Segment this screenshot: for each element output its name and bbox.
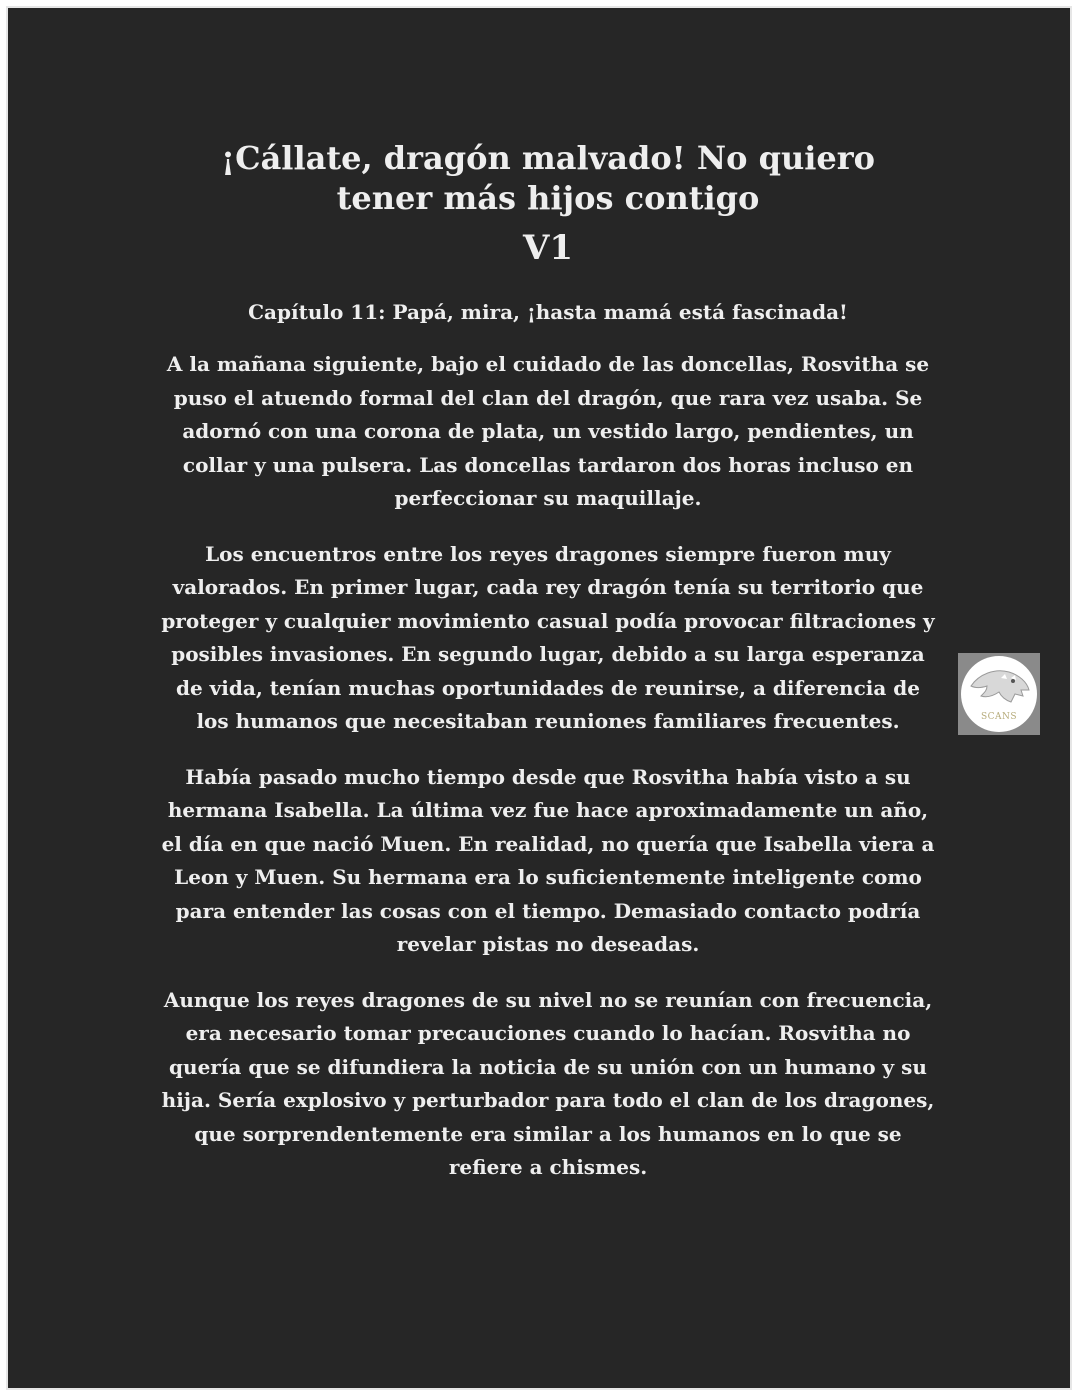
document-page — [6, 6, 1072, 1390]
document-content — [158, 138, 938, 1185]
document-title: ¡Cállate, dragón malvado! No quiero tener más hijos contigo — [221, 139, 875, 217]
paragraph-4: Aunque los reyes dragones de su nivel no se reunían con frecuencia, era necesario tomar precauciones cuando lo hacían. Rosvitha no quería que se difundiera la noticia de su unión con un humano y su hija. Sería explosivo y perturbador para todo el clan de los dragones, que sorprendentemente era similar a los humanos en lo que se refiere a chismes. — [161, 987, 935, 1179]
watermark-label: SCANS — [980, 712, 1018, 722]
paragraph-2: Los encuentros entre los reyes dragones siempre fueron muy valorados. En primer lugar, cada rey dragón tenía su territorio que proteger y cualquier movimiento casual podía provocar filtraciones y posibles invasiones. En segundo lugar, debido a su larga esperanza de vida, tenían muchas oportunidades de reunirse, a diferencia de los humanos que necesitaban reuniones familiares frecuentes. — [161, 541, 935, 733]
volume-label: V1 — [522, 228, 574, 268]
chapter-heading: Capítulo 11: Papá, mira, ¡hasta mamá está fascinada! — [248, 300, 848, 324]
scanlation-watermark — [958, 653, 1040, 735]
watermark-circle — [961, 656, 1037, 732]
paragraph-1: A la mañana siguiente, bajo el cuidado de las doncellas, Rosvitha se puso el atuendo formal del clan del dragón, que rara vez usaba. Se adornó con una corona de plata, un vestido largo, pendientes, un collar y una pulsera. Las doncellas tardaron dos horas incluso en perfeccionar su maquillaje. — [166, 352, 930, 510]
paragraph-3: Había pasado mucho tiempo desde que Rosvitha había visto a su hermana Isabella. La última vez fue hace aproximadamente un año, el día en que nació Muen. En realidad, no quería que Isabella viera a Leon y Muen. Su hermana era lo suficientemente inteligente como para entender las cosas con el tiempo. Demasiado contacto podría revelar pistas no deseadas. — [161, 764, 935, 956]
